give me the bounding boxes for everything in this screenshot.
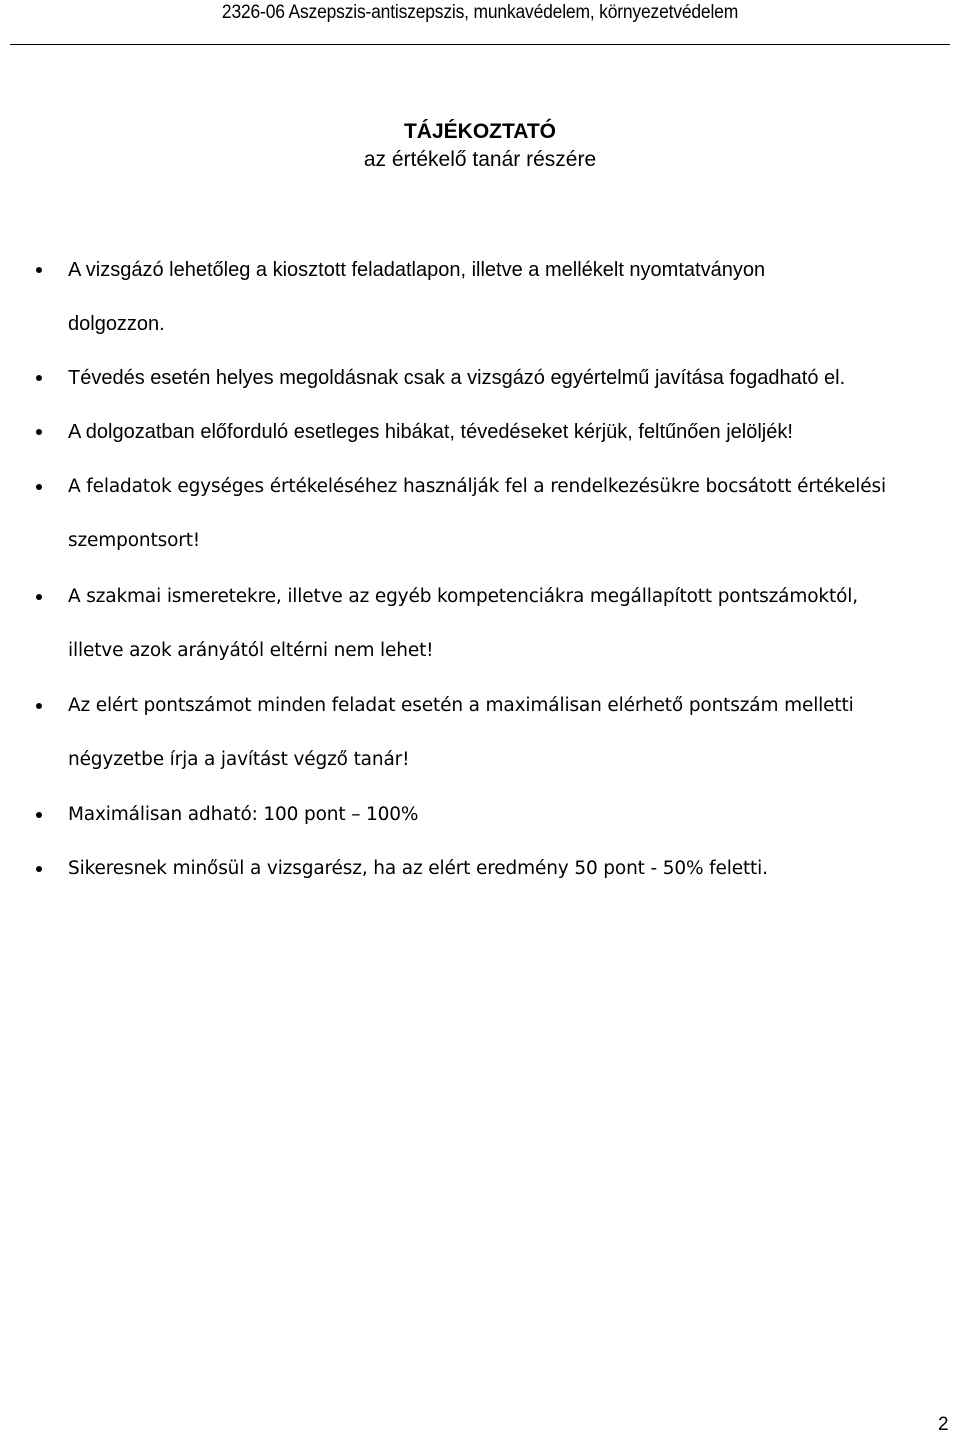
bullet-icon bbox=[36, 267, 42, 273]
list-item-text bbox=[68, 570, 958, 678]
list-item-text bbox=[68, 788, 958, 842]
list-item-text bbox=[68, 405, 958, 459]
bullet-icon bbox=[36, 594, 42, 600]
document-subtitle: az értékelő tanár részére bbox=[363, 148, 597, 171]
list-item-text bbox=[68, 679, 958, 787]
list-item-line: A dolgozatban előforduló esetleges hibákat, tévedéseket kérjük, feltűnően jelöljék! bbox=[68, 421, 793, 443]
list-item-text bbox=[68, 842, 958, 896]
page-number: 2 bbox=[938, 1414, 949, 1435]
list-item-text bbox=[68, 351, 958, 405]
list-item-text bbox=[68, 460, 958, 568]
header-text: 2326-06 Aszepszis-antiszepszis, munkavédelem, környezetvédelem bbox=[221, 2, 739, 23]
list-item-line: Tévedés esetén helyes megoldásnak csak a vizsgázó egyértelmű javítása fogadható el. bbox=[68, 367, 846, 389]
list-item-text bbox=[68, 243, 958, 351]
bullet-icon bbox=[36, 703, 42, 709]
list-item-line: A szakmai ismeretekre, illetve az egyéb kompetenciákra megállapított pontszámoktól, bbox=[68, 586, 858, 607]
bullet-icon bbox=[36, 866, 42, 872]
title-block bbox=[0, 118, 960, 174]
document-title: TÁJÉKOZTATÓ bbox=[403, 120, 557, 143]
list-item-line: szempontsort! bbox=[68, 530, 201, 551]
bullet-icon bbox=[36, 484, 42, 490]
list-item-line: Sikeresnek minősül a vizsgarész, ha az elért eredmény 50 pont - 50% feletti. bbox=[68, 858, 768, 879]
list-item-line: Az elért pontszámot minden feladat esetén a maximálisan elérhető pontszám melletti bbox=[68, 695, 854, 716]
running-header bbox=[0, 0, 960, 46]
bullet-icon bbox=[36, 375, 42, 381]
list-item-line: Maximálisan adható: 100 pont – 100% bbox=[68, 804, 419, 825]
list-item-line: illetve azok arányától eltérni nem lehet! bbox=[68, 640, 434, 661]
list-item-line: négyzetbe írja a javítást végző tanár! bbox=[68, 749, 410, 770]
bullet-icon bbox=[36, 429, 42, 435]
header-rule bbox=[10, 44, 950, 45]
list-item-line: A vizsgázó lehetőleg a kiosztott feladatlapon, illetve a mellékelt nyomtatványon bbox=[68, 259, 766, 281]
list-item-line: A feladatok egységes értékeléséhez használják fel a rendelkezésükre bocsátott értékelési bbox=[68, 476, 886, 497]
list-item-line: dolgozzon. bbox=[68, 313, 165, 335]
bullet-icon bbox=[36, 812, 42, 818]
